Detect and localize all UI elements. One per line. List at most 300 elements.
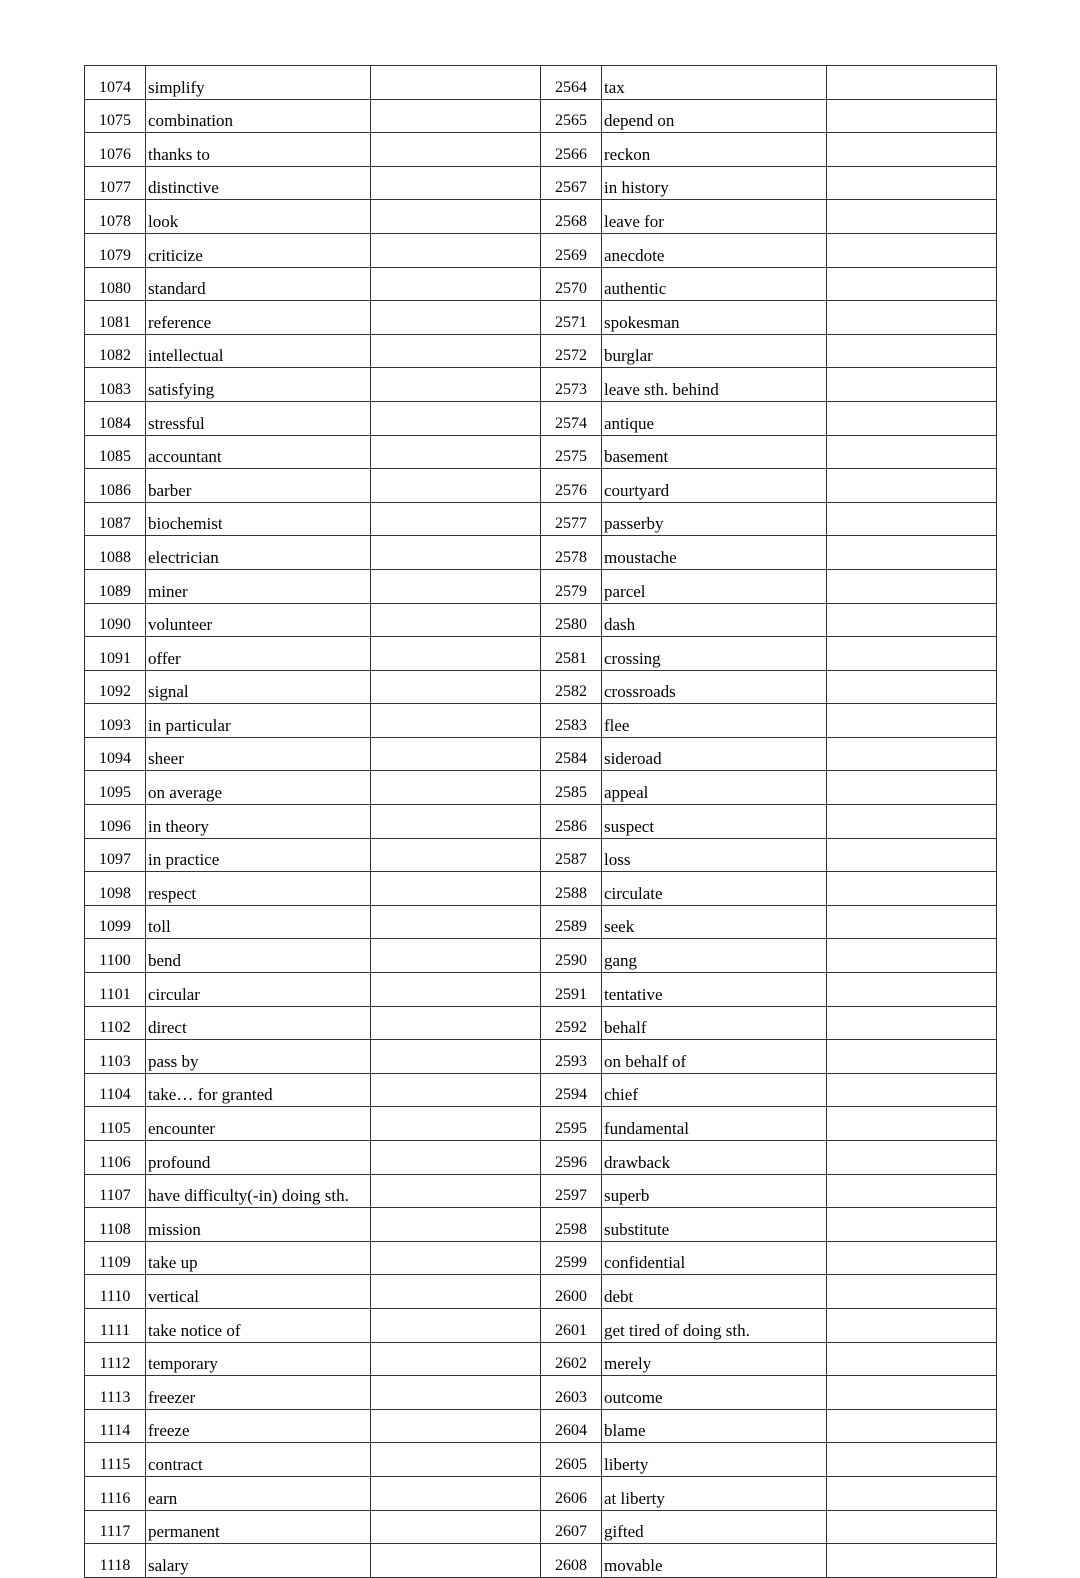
entry-number-right: 2605 [541, 1443, 602, 1477]
entry-number-right: 2575 [541, 435, 602, 469]
entry-number-right: 2595 [541, 1107, 602, 1141]
answer-cell-left [371, 838, 541, 872]
answer-cell-right [827, 435, 997, 469]
entry-number-right: 2585 [541, 771, 602, 805]
table-row [85, 1208, 997, 1242]
answer-cell-left [371, 401, 541, 435]
entry-word-right: spokesman [602, 301, 827, 335]
entry-number-left: 1107 [85, 1174, 146, 1208]
entry-word-right: appeal [602, 771, 827, 805]
answer-cell-right [827, 771, 997, 805]
entry-number-right: 2603 [541, 1376, 602, 1410]
answer-cell-left [371, 435, 541, 469]
entry-number-left: 1087 [85, 502, 146, 536]
table-row [85, 1141, 997, 1175]
entry-word-right: loss [602, 838, 827, 872]
entry-word-left: permanent [146, 1510, 371, 1544]
table-row [85, 737, 997, 771]
table-row [85, 166, 997, 200]
entry-word-right: flee [602, 704, 827, 738]
entry-number-left: 1081 [85, 301, 146, 335]
answer-cell-right [827, 334, 997, 368]
entry-word-right: chief [602, 1073, 827, 1107]
table-row [85, 233, 997, 267]
answer-cell-right [827, 1476, 997, 1510]
entry-number-left: 1078 [85, 200, 146, 234]
entry-word-right: sideroad [602, 737, 827, 771]
entry-number-right: 2590 [541, 939, 602, 973]
entry-number-left: 1112 [85, 1342, 146, 1376]
answer-cell-left [371, 301, 541, 335]
answer-cell-left [371, 704, 541, 738]
entry-number-left: 1113 [85, 1376, 146, 1410]
answer-cell-left [371, 905, 541, 939]
answer-cell-right [827, 401, 997, 435]
entry-number-right: 2568 [541, 200, 602, 234]
entry-word-left: accountant [146, 435, 371, 469]
entry-number-left: 1086 [85, 469, 146, 503]
answer-cell-left [371, 872, 541, 906]
entry-word-right: movable [602, 1544, 827, 1578]
table-row [85, 973, 997, 1007]
answer-cell-left [371, 1476, 541, 1510]
answer-cell-left [371, 267, 541, 301]
entry-word-left: contract [146, 1443, 371, 1477]
entry-word-right: gang [602, 939, 827, 973]
entry-word-left: respect [146, 872, 371, 906]
table-row [85, 704, 997, 738]
entry-word-left: electrician [146, 536, 371, 570]
table-row [85, 1006, 997, 1040]
entry-number-right: 2572 [541, 334, 602, 368]
table-row [85, 603, 997, 637]
answer-cell-right [827, 1174, 997, 1208]
entry-number-left: 1103 [85, 1040, 146, 1074]
entry-word-left: biochemist [146, 502, 371, 536]
answer-cell-right [827, 872, 997, 906]
answer-cell-right [827, 737, 997, 771]
table-row [85, 1476, 997, 1510]
table-row [85, 1443, 997, 1477]
entry-number-left: 1101 [85, 973, 146, 1007]
table-row [85, 939, 997, 973]
entry-word-left: satisfying [146, 368, 371, 402]
entry-number-right: 2578 [541, 536, 602, 570]
table-row [85, 133, 997, 167]
answer-cell-right [827, 1073, 997, 1107]
answer-cell-right [827, 368, 997, 402]
entry-number-right: 2582 [541, 670, 602, 704]
answer-cell-right [827, 1443, 997, 1477]
table-row [85, 368, 997, 402]
entry-word-right: antique [602, 401, 827, 435]
entry-number-right: 2598 [541, 1208, 602, 1242]
entry-word-right: authentic [602, 267, 827, 301]
entry-number-left: 1100 [85, 939, 146, 973]
table-row [85, 469, 997, 503]
entry-word-right: reckon [602, 133, 827, 167]
answer-cell-right [827, 1141, 997, 1175]
answer-cell-right [827, 301, 997, 335]
entry-number-left: 1084 [85, 401, 146, 435]
entry-number-right: 2593 [541, 1040, 602, 1074]
answer-cell-left [371, 603, 541, 637]
entry-number-left: 1116 [85, 1476, 146, 1510]
answer-cell-right [827, 233, 997, 267]
entry-word-right: parcel [602, 569, 827, 603]
answer-cell-left [371, 133, 541, 167]
entry-number-left: 1093 [85, 704, 146, 738]
answer-cell-left [371, 973, 541, 1007]
entry-word-right: moustache [602, 536, 827, 570]
answer-cell-right [827, 603, 997, 637]
table-row [85, 905, 997, 939]
entry-number-right: 2565 [541, 99, 602, 133]
entry-number-left: 1088 [85, 536, 146, 570]
answer-cell-left [371, 1342, 541, 1376]
table-row [85, 66, 997, 100]
entry-word-right: fundamental [602, 1107, 827, 1141]
entry-word-left: mission [146, 1208, 371, 1242]
answer-cell-left [371, 1544, 541, 1578]
answer-cell-right [827, 939, 997, 973]
entry-word-left: freezer [146, 1376, 371, 1410]
table-row [85, 1544, 997, 1578]
entry-word-right: drawback [602, 1141, 827, 1175]
entry-number-left: 1109 [85, 1241, 146, 1275]
entry-word-left: on average [146, 771, 371, 805]
table-row [85, 771, 997, 805]
entry-word-left: take… for granted [146, 1073, 371, 1107]
entry-number-left: 1117 [85, 1510, 146, 1544]
entry-number-right: 2570 [541, 267, 602, 301]
entry-word-left: criticize [146, 233, 371, 267]
entry-number-left: 1115 [85, 1443, 146, 1477]
entry-word-left: freeze [146, 1409, 371, 1443]
entry-word-right: tentative [602, 973, 827, 1007]
entry-word-left: sheer [146, 737, 371, 771]
entry-word-right: outcome [602, 1376, 827, 1410]
entry-number-right: 2608 [541, 1544, 602, 1578]
entry-word-left: stressful [146, 401, 371, 435]
vocabulary-table-body [85, 66, 997, 1578]
table-row [85, 1376, 997, 1410]
answer-cell-left [371, 334, 541, 368]
entry-number-left: 1090 [85, 603, 146, 637]
answer-cell-left [371, 469, 541, 503]
answer-cell-right [827, 502, 997, 536]
entry-number-right: 2596 [541, 1141, 602, 1175]
entry-word-right: circulate [602, 872, 827, 906]
table-row [85, 502, 997, 536]
answer-cell-left [371, 805, 541, 839]
table-row [85, 1073, 997, 1107]
answer-cell-left [371, 1174, 541, 1208]
entry-number-left: 1111 [85, 1308, 146, 1342]
table-row [85, 1174, 997, 1208]
answer-cell-left [371, 1409, 541, 1443]
entry-word-left: volunteer [146, 603, 371, 637]
entry-number-right: 2577 [541, 502, 602, 536]
answer-cell-right [827, 469, 997, 503]
entry-number-right: 2602 [541, 1342, 602, 1376]
entry-number-left: 1074 [85, 66, 146, 100]
entry-number-left: 1099 [85, 905, 146, 939]
entry-word-right: on behalf of [602, 1040, 827, 1074]
entry-word-right: seek [602, 905, 827, 939]
entry-word-left: take up [146, 1241, 371, 1275]
entry-word-left: earn [146, 1476, 371, 1510]
answer-cell-left [371, 771, 541, 805]
answer-cell-right [827, 973, 997, 1007]
entry-number-right: 2583 [541, 704, 602, 738]
answer-cell-left [371, 737, 541, 771]
entry-word-left: direct [146, 1006, 371, 1040]
table-row [85, 1409, 997, 1443]
answer-cell-right [827, 670, 997, 704]
answer-cell-left [371, 536, 541, 570]
entry-word-left: in particular [146, 704, 371, 738]
entry-word-right: liberty [602, 1443, 827, 1477]
entry-word-right: suspect [602, 805, 827, 839]
table-row [85, 1308, 997, 1342]
answer-cell-right [827, 1241, 997, 1275]
entry-word-left: simplify [146, 66, 371, 100]
entry-number-left: 1079 [85, 233, 146, 267]
entry-number-right: 2567 [541, 166, 602, 200]
answer-cell-right [827, 66, 997, 100]
entry-number-left: 1106 [85, 1141, 146, 1175]
entry-number-left: 1080 [85, 267, 146, 301]
entry-word-right: gifted [602, 1510, 827, 1544]
entry-number-right: 2587 [541, 838, 602, 872]
entry-word-right: tax [602, 66, 827, 100]
entry-word-right: superb [602, 1174, 827, 1208]
entry-number-left: 1096 [85, 805, 146, 839]
answer-cell-right [827, 1275, 997, 1309]
entry-number-left: 1089 [85, 569, 146, 603]
table-row [85, 1275, 997, 1309]
entry-word-right: at liberty [602, 1476, 827, 1510]
entry-number-right: 2564 [541, 66, 602, 100]
entry-word-left: barber [146, 469, 371, 503]
answer-cell-right [827, 1342, 997, 1376]
entry-number-right: 2594 [541, 1073, 602, 1107]
entry-number-left: 1098 [85, 872, 146, 906]
entry-word-left: miner [146, 569, 371, 603]
entry-word-left: combination [146, 99, 371, 133]
entry-number-left: 1102 [85, 1006, 146, 1040]
entry-word-left: pass by [146, 1040, 371, 1074]
entry-word-left: intellectual [146, 334, 371, 368]
table-row [85, 536, 997, 570]
entry-word-right: behalf [602, 1006, 827, 1040]
entry-number-right: 2584 [541, 737, 602, 771]
entry-number-left: 1077 [85, 166, 146, 200]
entry-number-right: 2589 [541, 905, 602, 939]
answer-cell-right [827, 805, 997, 839]
entry-word-right: confidential [602, 1241, 827, 1275]
table-row [85, 872, 997, 906]
table-row [85, 200, 997, 234]
entry-number-right: 2569 [541, 233, 602, 267]
table-row [85, 1342, 997, 1376]
entry-word-right: courtyard [602, 469, 827, 503]
entry-word-right: passerby [602, 502, 827, 536]
table-row [85, 401, 997, 435]
entry-number-left: 1097 [85, 838, 146, 872]
answer-cell-left [371, 502, 541, 536]
answer-cell-right [827, 267, 997, 301]
entry-word-left: vertical [146, 1275, 371, 1309]
entry-word-right: crossing [602, 637, 827, 671]
entry-number-left: 1118 [85, 1544, 146, 1578]
entry-word-left: temporary [146, 1342, 371, 1376]
entry-word-right: anecdote [602, 233, 827, 267]
entry-number-left: 1085 [85, 435, 146, 469]
entry-word-left: in practice [146, 838, 371, 872]
table-row [85, 267, 997, 301]
entry-number-right: 2588 [541, 872, 602, 906]
table-row [85, 670, 997, 704]
answer-cell-right [827, 1208, 997, 1242]
entry-word-left: reference [146, 301, 371, 335]
answer-cell-right [827, 1544, 997, 1578]
entry-number-left: 1104 [85, 1073, 146, 1107]
answer-cell-left [371, 1241, 541, 1275]
entry-number-right: 2601 [541, 1308, 602, 1342]
answer-cell-left [371, 1107, 541, 1141]
answer-cell-left [371, 233, 541, 267]
answer-cell-right [827, 1376, 997, 1410]
answer-cell-left [371, 1040, 541, 1074]
entry-word-right: blame [602, 1409, 827, 1443]
answer-cell-left [371, 99, 541, 133]
entry-number-left: 1110 [85, 1275, 146, 1309]
answer-cell-left [371, 1308, 541, 1342]
entry-word-left: thanks to [146, 133, 371, 167]
table-row [85, 301, 997, 335]
entry-word-right: depend on [602, 99, 827, 133]
answer-cell-right [827, 704, 997, 738]
entry-word-left: encounter [146, 1107, 371, 1141]
answer-cell-left [371, 569, 541, 603]
entry-number-left: 1105 [85, 1107, 146, 1141]
entry-number-right: 2566 [541, 133, 602, 167]
table-row [85, 1107, 997, 1141]
entry-number-right: 2599 [541, 1241, 602, 1275]
table-row [85, 805, 997, 839]
answer-cell-left [371, 1208, 541, 1242]
answer-cell-right [827, 1107, 997, 1141]
table-row [85, 1040, 997, 1074]
entry-word-right: burglar [602, 334, 827, 368]
entry-word-left: signal [146, 670, 371, 704]
answer-cell-right [827, 1006, 997, 1040]
entry-word-left: distinctive [146, 166, 371, 200]
answer-cell-right [827, 1308, 997, 1342]
entry-word-left: bend [146, 939, 371, 973]
entry-word-left: standard [146, 267, 371, 301]
entry-word-right: merely [602, 1342, 827, 1376]
answer-cell-left [371, 670, 541, 704]
vocabulary-table [84, 65, 997, 1578]
entry-number-right: 2571 [541, 301, 602, 335]
answer-cell-right [827, 99, 997, 133]
answer-cell-right [827, 166, 997, 200]
table-row [85, 637, 997, 671]
entry-number-right: 2580 [541, 603, 602, 637]
table-row [85, 435, 997, 469]
table-row [85, 838, 997, 872]
answer-cell-right [827, 133, 997, 167]
answer-cell-left [371, 1006, 541, 1040]
table-row [85, 1241, 997, 1275]
answer-cell-left [371, 1275, 541, 1309]
entry-number-right: 2591 [541, 973, 602, 1007]
answer-cell-left [371, 200, 541, 234]
entry-number-right: 2606 [541, 1476, 602, 1510]
entry-number-right: 2586 [541, 805, 602, 839]
entry-number-right: 2604 [541, 1409, 602, 1443]
entry-number-right: 2597 [541, 1174, 602, 1208]
entry-number-right: 2581 [541, 637, 602, 671]
entry-number-left: 1108 [85, 1208, 146, 1242]
entry-number-left: 1076 [85, 133, 146, 167]
entry-word-right: leave for [602, 200, 827, 234]
entry-word-left: salary [146, 1544, 371, 1578]
entry-word-left: look [146, 200, 371, 234]
table-row [85, 334, 997, 368]
entry-number-left: 1094 [85, 737, 146, 771]
entry-number-right: 2576 [541, 469, 602, 503]
answer-cell-left [371, 637, 541, 671]
entry-number-left: 1075 [85, 99, 146, 133]
answer-cell-left [371, 939, 541, 973]
entry-number-right: 2573 [541, 368, 602, 402]
entry-word-right: get tired of doing sth. [602, 1308, 827, 1342]
answer-cell-left [371, 166, 541, 200]
answer-cell-right [827, 1040, 997, 1074]
entry-word-right: debt [602, 1275, 827, 1309]
table-row [85, 99, 997, 133]
answer-cell-left [371, 66, 541, 100]
entry-number-right: 2579 [541, 569, 602, 603]
entry-word-left: toll [146, 905, 371, 939]
entry-number-left: 1095 [85, 771, 146, 805]
entry-word-right: substitute [602, 1208, 827, 1242]
entry-word-right: dash [602, 603, 827, 637]
answer-cell-left [371, 1443, 541, 1477]
answer-cell-right [827, 569, 997, 603]
entry-number-left: 1114 [85, 1409, 146, 1443]
entry-number-right: 2607 [541, 1510, 602, 1544]
answer-cell-right [827, 200, 997, 234]
entry-number-left: 1083 [85, 368, 146, 402]
entry-word-left: circular [146, 973, 371, 1007]
answer-cell-right [827, 905, 997, 939]
entry-word-right: leave sth. behind [602, 368, 827, 402]
answer-cell-left [371, 1376, 541, 1410]
entry-word-left: take notice of [146, 1308, 371, 1342]
answer-cell-right [827, 1409, 997, 1443]
answer-cell-right [827, 637, 997, 671]
entry-number-left: 1091 [85, 637, 146, 671]
answer-cell-right [827, 536, 997, 570]
table-row [85, 569, 997, 603]
entry-word-left: offer [146, 637, 371, 671]
entry-word-right: crossroads [602, 670, 827, 704]
